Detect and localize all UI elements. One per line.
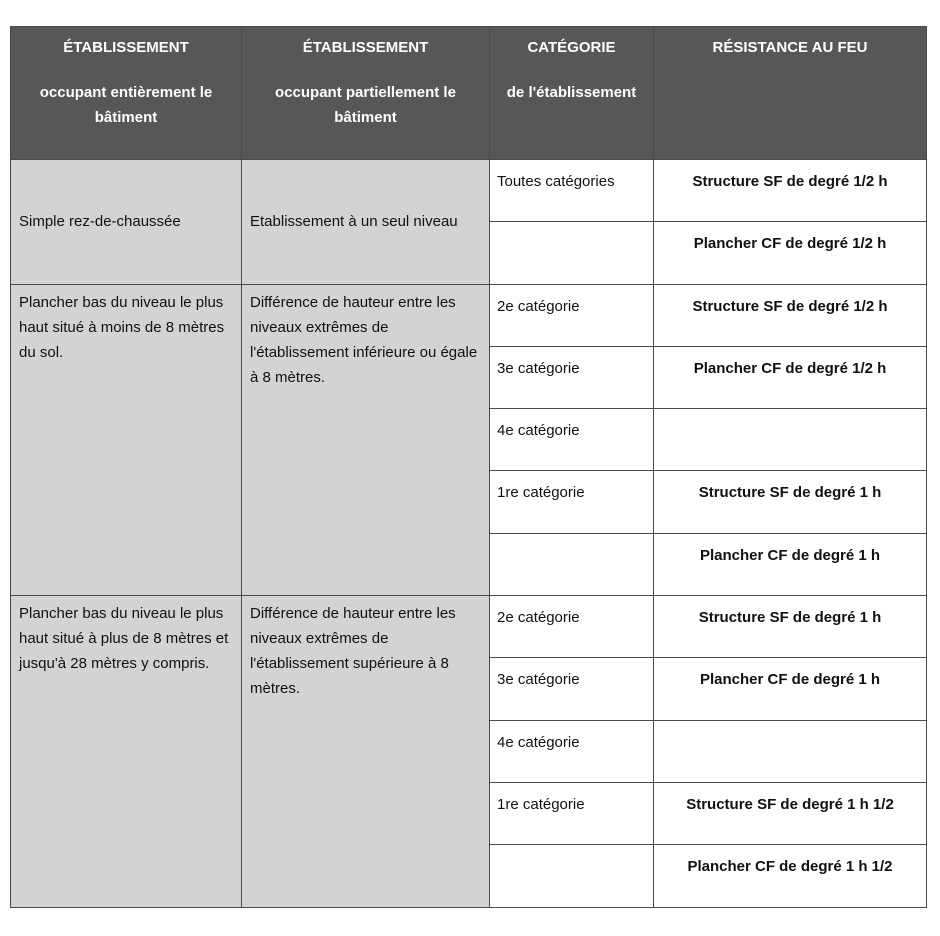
table-row xyxy=(11,596,927,658)
cell-resistance xyxy=(654,409,927,471)
table-row xyxy=(11,284,927,346)
cell-categorie: 2e catégorie xyxy=(490,284,654,346)
header-resistance xyxy=(654,27,927,160)
cell-categorie xyxy=(490,222,654,284)
table-body xyxy=(11,160,927,908)
header-categorie xyxy=(490,27,654,160)
header-col4-title: RÉSISTANCE AU FEU xyxy=(712,39,868,56)
cell-categorie: 1re catégorie xyxy=(490,471,654,533)
header-col2-subtitle: occupant partiellement le bâtiment xyxy=(275,84,456,126)
cell-categorie: 4e catégorie xyxy=(490,720,654,782)
cell-resistance: Structure SF de degré 1 h xyxy=(654,471,927,533)
cell-occupant-entier: Simple rez-de-chaussée xyxy=(11,160,242,285)
header-col3-subtitle: de l'établissement xyxy=(506,84,637,101)
cell-resistance: Structure SF de degré 1/2 h xyxy=(654,284,927,346)
cell-resistance: Plancher CF de degré 1/2 h xyxy=(654,346,927,408)
table-header xyxy=(11,27,927,160)
header-col1-subtitle: occupant entièrement le bâtiment xyxy=(39,84,213,126)
header-col3-title: CATÉGORIE xyxy=(527,39,616,56)
header-occupant-entier xyxy=(11,27,242,160)
cell-occupant-partiel: Différence de hauteur entre les niveaux extrêmes de l'établissement supérieure à 8 mètres. xyxy=(242,596,490,907)
cell-occupant-partiel: Etablissement à un seul niveau xyxy=(242,160,490,285)
header-col1-title: ÉTABLISSEMENT xyxy=(63,39,189,56)
cell-categorie xyxy=(490,533,654,595)
table-row xyxy=(11,160,927,222)
fire-resistance-table xyxy=(10,26,927,908)
cell-categorie: Toutes catégories xyxy=(490,160,654,222)
cell-resistance: Plancher CF de degré 1 h 1/2 xyxy=(654,845,927,907)
header-row xyxy=(11,27,927,160)
cell-resistance: Structure SF de degré 1 h 1/2 xyxy=(654,782,927,844)
cell-resistance: Plancher CF de degré 1 h xyxy=(654,658,927,720)
cell-categorie: 4e catégorie xyxy=(490,409,654,471)
cell-categorie: 2e catégorie xyxy=(490,596,654,658)
cell-resistance: Structure SF de degré 1/2 h xyxy=(654,160,927,222)
header-col2-title: ÉTABLISSEMENT xyxy=(302,39,429,56)
cell-occupant-entier: Plancher bas du niveau le plus haut situé à plus de 8 mètres et jusqu'à 28 mètres y compris. xyxy=(11,596,242,907)
cell-categorie xyxy=(490,845,654,907)
cell-resistance: Plancher CF de degré 1 h xyxy=(654,533,927,595)
header-occupant-partiel xyxy=(242,27,490,160)
cell-resistance xyxy=(654,720,927,782)
cell-categorie: 3e catégorie xyxy=(490,658,654,720)
cell-categorie: 3e catégorie xyxy=(490,346,654,408)
cell-resistance: Plancher CF de degré 1/2 h xyxy=(654,222,927,284)
cell-occupant-entier: Plancher bas du niveau le plus haut situé à moins de 8 mètres du sol. xyxy=(11,284,242,595)
cell-occupant-partiel: Différence de hauteur entre les niveaux extrêmes de l'établissement inférieure ou égale à 8 mètres. xyxy=(242,284,490,595)
cell-categorie: 1re catégorie xyxy=(490,782,654,844)
cell-resistance: Structure SF de degré 1 h xyxy=(654,596,927,658)
